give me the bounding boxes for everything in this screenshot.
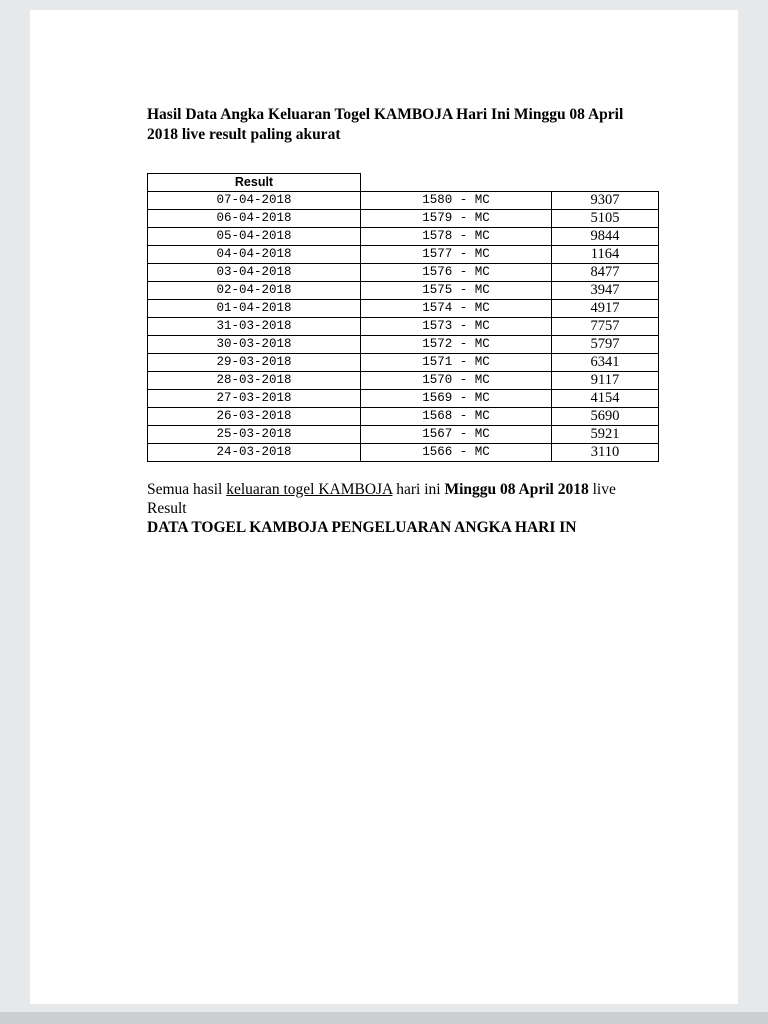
date-cell: 24-03-2018 xyxy=(148,443,361,461)
code-cell: 1578 - MC xyxy=(361,227,552,245)
table-row xyxy=(148,371,659,389)
date-cell: 06-04-2018 xyxy=(148,209,361,227)
value-cell: 9117 xyxy=(552,371,659,389)
date-cell: 05-04-2018 xyxy=(148,227,361,245)
table-header-row xyxy=(148,173,659,191)
code-cell: 1572 - MC xyxy=(361,335,552,353)
value-cell: 6341 xyxy=(552,353,659,371)
date-cell: 29-03-2018 xyxy=(148,353,361,371)
value-cell: 5921 xyxy=(552,425,659,443)
code-cell: 1571 - MC xyxy=(361,353,552,371)
table-row xyxy=(148,407,659,425)
code-cell: 1569 - MC xyxy=(361,389,552,407)
value-cell: 5797 xyxy=(552,335,659,353)
date-cell: 30-03-2018 xyxy=(148,335,361,353)
summary-paragraph xyxy=(147,481,644,519)
footer-bold-heading: DATA TOGEL KAMBOJA PENGELUARAN ANGKA HARI IN xyxy=(147,519,577,537)
summary-text-3: live Result xyxy=(147,480,616,517)
value-cell: 4154 xyxy=(552,389,659,407)
value-cell: 9844 xyxy=(552,227,659,245)
table-row xyxy=(148,263,659,281)
table-row xyxy=(148,191,659,209)
value-cell: 5105 xyxy=(552,209,659,227)
code-cell: 1575 - MC xyxy=(361,281,552,299)
table-row xyxy=(148,209,659,227)
code-cell: 1579 - MC xyxy=(361,209,552,227)
date-cell: 31-03-2018 xyxy=(148,317,361,335)
table-row xyxy=(148,317,659,335)
value-cell: 8477 xyxy=(552,263,659,281)
code-cell: 1567 - MC xyxy=(361,425,552,443)
value-cell: 5690 xyxy=(552,407,659,425)
value-cell: 4917 xyxy=(552,299,659,317)
value-cell: 3947 xyxy=(552,281,659,299)
date-cell: 25-03-2018 xyxy=(148,425,361,443)
summary-bold-date: Minggu 08 April 2018 xyxy=(444,480,589,498)
document-page xyxy=(30,10,738,1004)
code-cell: 1576 - MC xyxy=(361,263,552,281)
table-row xyxy=(148,425,659,443)
date-cell: 04-04-2018 xyxy=(148,245,361,263)
empty-header-cell xyxy=(552,173,659,191)
date-cell: 28-03-2018 xyxy=(148,371,361,389)
date-cell: 07-04-2018 xyxy=(148,191,361,209)
table-row xyxy=(148,227,659,245)
result-header-cell: Result xyxy=(148,173,361,191)
date-cell: 26-03-2018 xyxy=(148,407,361,425)
table-row xyxy=(148,389,659,407)
code-cell: 1566 - MC xyxy=(361,443,552,461)
document-title: Hasil Data Angka Keluaran Togel KAMBOJA Hari Ini Minggu 08 April 2018 live result paling akurat xyxy=(147,106,624,143)
empty-header-cell xyxy=(361,173,552,191)
value-cell: 3110 xyxy=(552,443,659,461)
date-cell: 01-04-2018 xyxy=(148,299,361,317)
page-bottom-gap xyxy=(0,1012,768,1024)
table-row xyxy=(148,281,659,299)
result-table xyxy=(147,173,738,462)
value-cell: 1164 xyxy=(552,245,659,263)
code-cell: 1573 - MC xyxy=(361,317,552,335)
table-row xyxy=(148,353,659,371)
date-cell: 27-03-2018 xyxy=(148,389,361,407)
summary-text-1: Semua hasil xyxy=(147,480,227,498)
table-row xyxy=(148,245,659,263)
summary-underlined-text: keluaran togel KAMBOJA xyxy=(226,480,393,498)
code-cell: 1577 - MC xyxy=(361,245,552,263)
page-content xyxy=(30,10,738,538)
date-cell: 02-04-2018 xyxy=(148,281,361,299)
table-row xyxy=(148,335,659,353)
result-table-body xyxy=(148,173,659,461)
summary-text-2: hari ini xyxy=(392,480,445,498)
value-cell: 9307 xyxy=(552,191,659,209)
date-cell: 03-04-2018 xyxy=(148,263,361,281)
code-cell: 1580 - MC xyxy=(361,191,552,209)
code-cell: 1574 - MC xyxy=(361,299,552,317)
table-row xyxy=(148,299,659,317)
value-cell: 7757 xyxy=(552,317,659,335)
table-row xyxy=(148,443,659,461)
code-cell: 1568 - MC xyxy=(361,407,552,425)
code-cell: 1570 - MC xyxy=(361,371,552,389)
